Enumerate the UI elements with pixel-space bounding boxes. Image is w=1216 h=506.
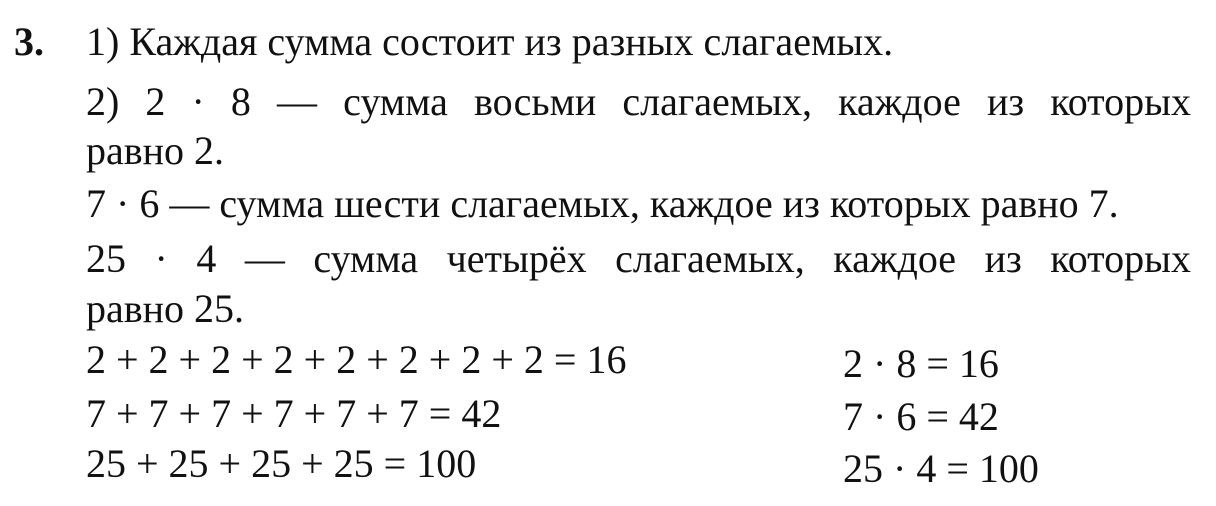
task-line-5: 25 · 4 — сумма четырёх слагаемых, каждое из которых <box>86 236 1191 281</box>
sum-equation-1: 2 + 2 + 2 + 2 + 2 + 2 + 2 + 2 = 16 <box>86 337 627 382</box>
sum-equation-2: 7 + 7 + 7 + 7 + 7 + 7 = 42 <box>86 391 502 436</box>
task-line-1: 1) Каждая сумма состоит из разных слагаемых. <box>86 19 894 64</box>
task-line-4: 7 · 6 — сумма шести слагаемых, каждое из которых равно 7. <box>86 181 1119 226</box>
product-equation-2: 7 · 6 = 42 <box>843 394 999 439</box>
product-equation-3: 25 · 4 = 100 <box>843 446 1039 491</box>
task-line-3: равно 2. <box>86 128 225 173</box>
product-equation-1: 2 · 8 = 16 <box>843 341 999 386</box>
task-number: 3. <box>14 19 44 64</box>
task-line-6: равно 25. <box>86 286 245 331</box>
sum-equation-3: 25 + 25 + 25 + 25 = 100 <box>86 441 477 486</box>
task-line-2: 2) 2 · 8 — сумма восьми слагаемых, каждое из которых <box>86 79 1191 124</box>
